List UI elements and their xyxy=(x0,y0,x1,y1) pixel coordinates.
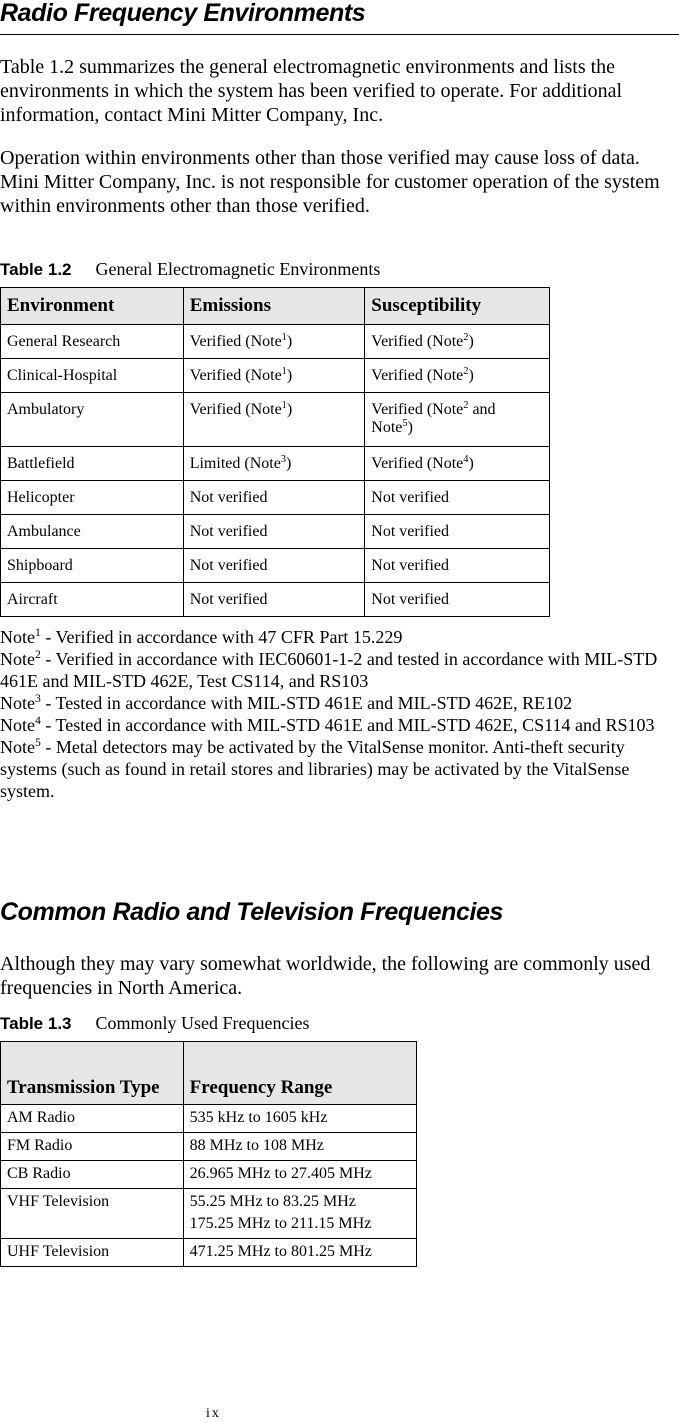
header-environment: Environment xyxy=(1,288,184,325)
commonly-used-frequencies-table xyxy=(0,1041,417,1267)
cell-environment: General Research xyxy=(1,325,184,359)
cell-emissions: Not verified xyxy=(183,583,365,617)
cell-frequency-range: 88 MHz to 108 MHz xyxy=(183,1133,416,1161)
frequencies-paragraph: Although they may vary somewhat worldwide, the following are commonly used frequencies in North America. xyxy=(0,953,651,999)
cell-environment: Aircraft xyxy=(1,583,184,617)
cell-susceptibility: Not verified xyxy=(365,481,550,515)
table-caption-text: Commonly Used Frequencies xyxy=(95,1013,310,1033)
cell-emissions: Not verified xyxy=(183,481,365,515)
header-transmission-type: Transmission Type xyxy=(1,1042,184,1105)
cell-environment: Ambulatory xyxy=(1,393,184,447)
cell-environment: Battlefield xyxy=(1,447,184,481)
table-row xyxy=(1,583,550,617)
cell-susceptibility: Not verified xyxy=(365,515,550,549)
section-title-frequencies: Common Radio and Television Frequencies xyxy=(0,898,504,926)
cell-emissions: Limited (Note$^3$) xyxy=(183,447,365,481)
page-number: ix xyxy=(206,1406,221,1421)
table-1-2-caption xyxy=(0,258,380,281)
cell-emissions: Not verified xyxy=(183,515,365,549)
table-row xyxy=(1,1161,417,1189)
table-row xyxy=(1,325,550,359)
cell-susceptibility: Not verified xyxy=(365,549,550,583)
table-row xyxy=(1,359,550,393)
cell-environment: Helicopter xyxy=(1,481,184,515)
note-5: Note$^5$ - Metal detectors may be activated by the VitalSense monitor. Anti-theft security systems (such as found in retail stores and libraries) may be activated by the VitalSense system. xyxy=(0,735,630,801)
table-caption-text: General Electromagnetic Environments xyxy=(95,259,381,279)
cell-susceptibility: Verified (Note$^4$) xyxy=(365,447,550,481)
cell-emissions: Not verified xyxy=(183,549,365,583)
cell-susceptibility: Verified (Note$^2$ and Note$^5$) xyxy=(365,393,550,447)
cell-transmission-type: AM Radio xyxy=(1,1105,184,1133)
cell-emissions: Verified (Note$^1$) xyxy=(183,359,365,393)
cell-emissions: Verified (Note$^1$) xyxy=(183,325,365,359)
header-susceptibility: Susceptibility xyxy=(365,288,550,325)
note-2: Note$^2$ - Verified in accordance with IEC60601-1-2 and tested in accordance with MIL-STD 461E and MIL-STD 462E, Test CS114, and RS103 xyxy=(0,647,658,691)
cell-transmission-type: CB Radio xyxy=(1,1161,184,1189)
table-header-row xyxy=(1,288,550,325)
table-row xyxy=(1,393,550,447)
cell-transmission-type: VHF Television xyxy=(1,1189,184,1239)
note-3: Note$^3$ - Tested in accordance with MIL-STD 461E and MIL-STD 462E, RE102 xyxy=(0,691,573,713)
cell-frequency-range: 471.25 MHz to 801.25 MHz xyxy=(183,1239,416,1267)
cell-frequency-range: 55.25 MHz to 83.25 MHz 175.25 MHz to 211.15 MHz xyxy=(183,1189,416,1239)
cell-susceptibility: Verified (Note$^2$) xyxy=(365,325,550,359)
cell-susceptibility: Not verified xyxy=(365,583,550,617)
cell-environment: Clinical-Hospital xyxy=(1,359,184,393)
header-frequency-range: Frequency Range xyxy=(183,1042,416,1105)
cell-frequency-range: 535 kHz to 1605 kHz xyxy=(183,1105,416,1133)
table-row xyxy=(1,447,550,481)
table-caption-number: Table 1.2 xyxy=(0,260,72,279)
cell-transmission-type: UHF Television xyxy=(1,1239,184,1267)
disclaimer-paragraph: Operation within environments other than those verified may cause loss of data. Mini Mitter Company, Inc. is not responsible for customer operation of the system within environments other than those verified. xyxy=(0,147,660,217)
cell-frequency-range: 26.965 MHz to 27.405 MHz xyxy=(183,1161,416,1189)
intro-paragraph: Table 1.2 summarizes the general electromagnetic environments and lists the environments in which the system has been verified to operate. For additional information, contact Mini Mitter Company, Inc. xyxy=(0,56,623,126)
table-row xyxy=(1,1189,417,1239)
header-emissions: Emissions xyxy=(183,288,365,325)
table-header-row xyxy=(1,1042,417,1105)
table-caption-number: Table 1.3 xyxy=(0,1014,72,1033)
table-row xyxy=(1,1133,417,1161)
table-row xyxy=(1,515,550,549)
note-4: Note$^4$ - Tested in accordance with MIL-STD 461E and MIL-STD 462E, CS114 and RS103 xyxy=(0,713,655,735)
cell-emissions: Verified (Note$^1$) xyxy=(183,393,365,447)
section-title-rf-environments: Radio Frequency Environments xyxy=(0,0,366,27)
table-notes xyxy=(0,626,679,802)
table-row xyxy=(1,549,550,583)
table-1-3-caption xyxy=(0,1012,309,1035)
table-row xyxy=(1,1105,417,1133)
table-row xyxy=(1,481,550,515)
table-row xyxy=(1,1239,417,1267)
electromagnetic-environments-table xyxy=(0,287,550,617)
cell-environment: Ambulance xyxy=(1,515,184,549)
title-rule xyxy=(0,34,679,35)
cell-susceptibility: Verified (Note$^2$) xyxy=(365,359,550,393)
cell-transmission-type: FM Radio xyxy=(1,1133,184,1161)
cell-environment: Shipboard xyxy=(1,549,184,583)
note-1: Note$^1$ - Verified in accordance with 47 CFR Part 15.229 xyxy=(0,625,403,647)
